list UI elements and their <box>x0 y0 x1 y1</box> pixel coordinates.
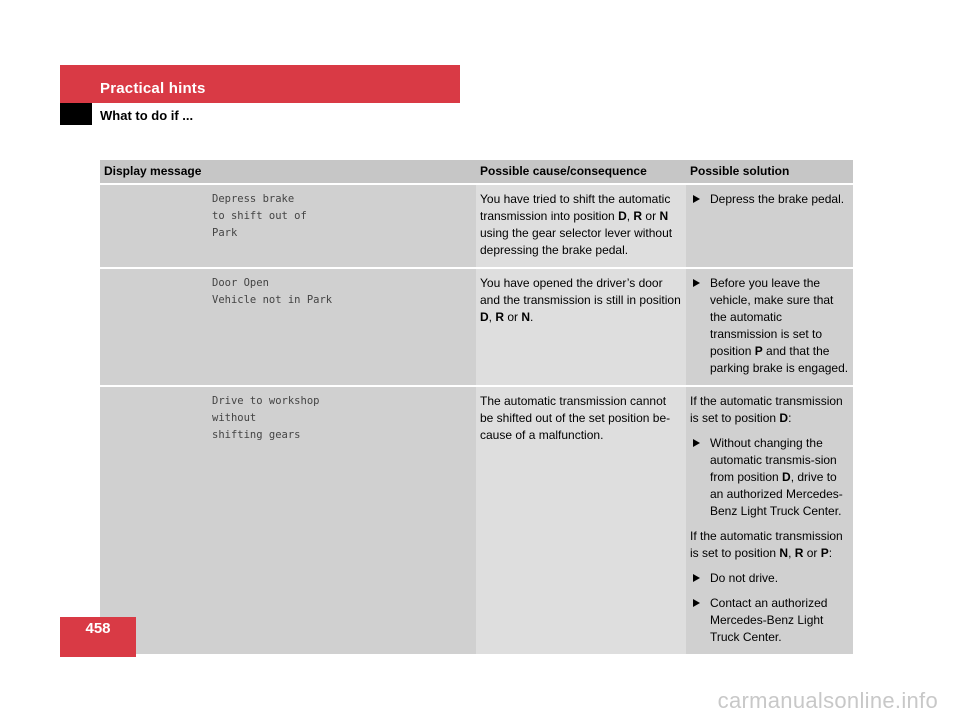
message-cell <box>100 386 476 654</box>
section-title: Practical hints <box>100 80 206 97</box>
display-message-text: Depress brake to shift out of Park <box>212 193 307 239</box>
table-header-row <box>100 160 853 184</box>
message-cell <box>100 268 476 386</box>
solution-step-text: Without changing the automatic transmis-sion from position D, drive to an authorized Mercedes-Benz Light Truck Center. <box>710 436 843 518</box>
arrow-bullet-icon <box>693 279 700 287</box>
watermark: carmanualsonline.info <box>717 688 938 713</box>
solution-step-text: Do not drive. <box>710 571 779 585</box>
cause-cell <box>476 184 686 268</box>
display-message-table <box>100 160 853 654</box>
page-number: 458 <box>85 620 111 637</box>
table-row <box>100 386 853 654</box>
display-message-text: Drive to workshop without shifting gears <box>212 395 320 441</box>
cause-text: You have opened the driver’s door and the transmission is still in position D, R or N. <box>480 276 681 324</box>
message-cell <box>100 184 476 268</box>
cause-text: The automatic transmission cannot be shifted out of the set position be-cause of a malfunction. <box>480 394 671 442</box>
solution-step <box>690 191 849 208</box>
solution-step-text: Contact an authorized Mercedes-Benz Light Truck Center. <box>710 596 828 644</box>
subsection-title: What to do if ... <box>100 108 194 123</box>
solution-cell <box>686 184 853 268</box>
table-row <box>100 268 853 386</box>
solution-step <box>690 570 849 587</box>
arrow-bullet-icon <box>693 439 700 447</box>
display-message-text: Door Open Vehicle not in Park <box>212 277 333 306</box>
cause-text: You have tried to shift the automatic transmission into position D, R or N using the gear selector lever without depressing the brake pedal. <box>480 192 673 257</box>
solution-cell <box>686 386 853 654</box>
solution-step <box>690 595 849 646</box>
solution-step <box>690 275 849 377</box>
column-header-cause: Possible cause/consequence <box>476 160 686 184</box>
arrow-bullet-icon <box>693 574 700 582</box>
solution-condition: If the automatic transmission is set to position D: <box>690 394 843 425</box>
cause-cell <box>476 386 686 654</box>
solution-cell <box>686 268 853 386</box>
solution-condition: If the automatic transmission is set to position N, R or P: <box>690 529 843 560</box>
solution-step-text: Depress the brake pedal. <box>710 192 845 206</box>
column-header-display-message: Display message <box>100 160 476 184</box>
arrow-bullet-icon <box>693 195 700 203</box>
header-marker <box>60 103 92 125</box>
cause-cell <box>476 268 686 386</box>
table-row <box>100 184 853 268</box>
arrow-bullet-icon <box>693 599 700 607</box>
column-header-solution: Possible solution <box>686 160 853 184</box>
solution-step <box>690 435 849 520</box>
solution-step-text: Before you leave the vehicle, make sure that the automatic transmission is set to position P and that the parking brake is engaged. <box>710 276 849 375</box>
